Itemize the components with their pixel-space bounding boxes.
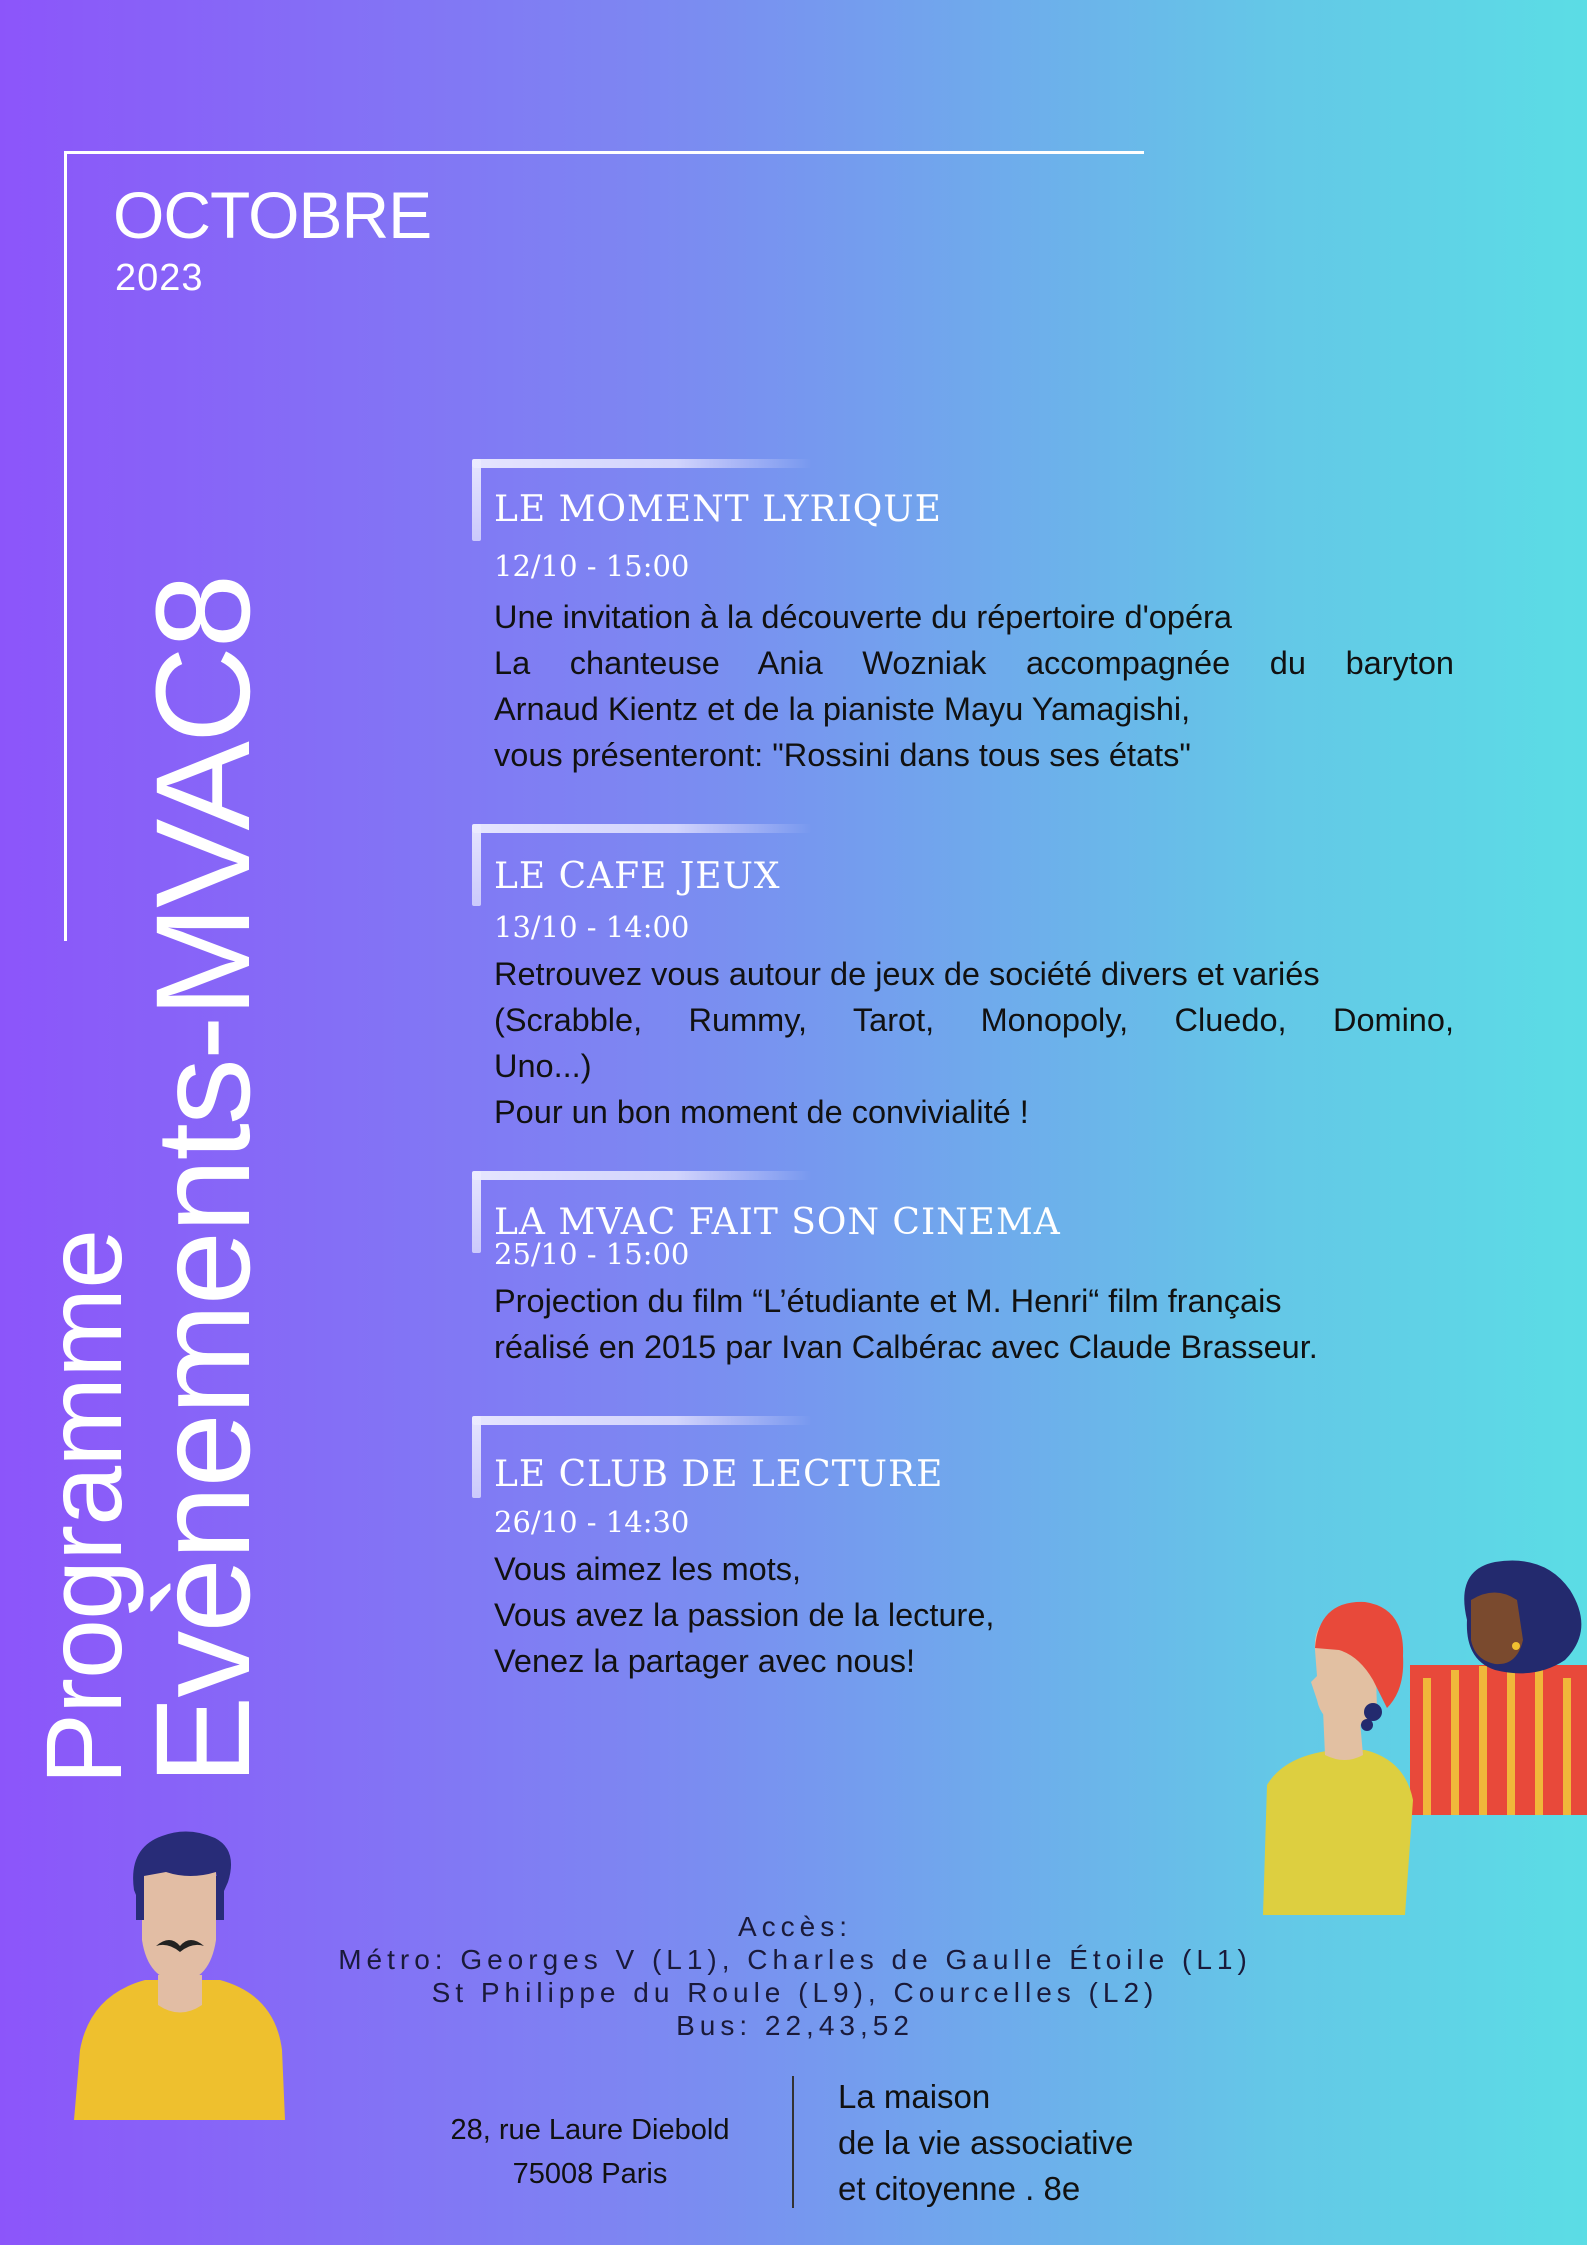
address-street: 28, rue Laure Diebold <box>450 2114 730 2146</box>
year-label: 2023 <box>115 257 204 299</box>
event-title: LE CLUB DE LECTURE <box>494 1454 944 1495</box>
event-description <box>494 951 1454 1135</box>
description-line: Pour un bon moment de convivialité ! <box>494 1094 1029 1130</box>
organization-name <box>838 2074 1133 2212</box>
access-line: Bus: 22,43,52 <box>676 2010 914 2041</box>
vertical-title <box>23 485 288 1785</box>
address-city: 75008 Paris <box>512 2158 668 2190</box>
month-heading: OCTOBRE <box>113 178 432 252</box>
description-line: (Scrabble, Rummy, Tarot, Monopoly, Cluedo, Domino, <box>494 1002 1454 1038</box>
access-line: Métro: Georges V (L1), Charles de Gaulle Étoile (L1) <box>338 1944 1252 1975</box>
description-line: La chanteuse Ania Wozniak accompagnée du baryton <box>494 645 1454 681</box>
description-line: Projection du film “L’étudiante et M. Henri“ film français <box>494 1283 1282 1319</box>
access-info <box>300 1910 1290 2042</box>
description-line: Vous aimez les mots, <box>494 1551 802 1587</box>
event-datetime: 13/10 - 14:00 <box>494 910 690 944</box>
description-line: Vous avez la passion de la lecture, <box>494 1597 995 1633</box>
address-block <box>400 2108 780 2196</box>
description-line: Arnaud Kientz et de la pianiste Mayu Yamagishi, <box>494 691 1191 727</box>
description-line: réalisé en 2015 par Ivan Calbérac avec Claude Brasseur. <box>494 1329 1318 1365</box>
event-datetime: 26/10 - 14:30 <box>494 1505 690 1539</box>
title-programme: Programme <box>23 1229 144 1785</box>
access-heading: Accès: <box>737 1911 853 1942</box>
event-datetime: 25/10 - 15:00 <box>494 1237 690 1271</box>
event-description <box>494 1278 1454 1370</box>
description-line: Uno...) <box>494 1048 592 1084</box>
organization-line: et citoyenne . 8e <box>838 2170 1081 2207</box>
brush-accent <box>472 459 812 468</box>
footer-divider <box>792 2076 794 2208</box>
event-description <box>494 594 1454 778</box>
description-line: Venez la partager avec nous! <box>494 1643 915 1679</box>
brush-accent <box>472 459 481 541</box>
man-with-mustache-illustration <box>70 1830 290 2120</box>
description-line: Une invitation à la découverte du répertoire d'opéra <box>494 599 1232 635</box>
description-line: vous présenteront: "Rossini dans tous ses états" <box>494 737 1191 773</box>
description-line: Retrouvez vous autour de jeux de société divers et variés <box>494 956 1320 992</box>
event-datetime: 12/10 - 15:00 <box>494 549 690 583</box>
brush-accent <box>472 1171 481 1253</box>
two-women-illustration <box>1255 1560 1587 1915</box>
brush-accent <box>472 824 812 833</box>
event-title: LE CAFE JEUX <box>494 856 781 897</box>
organization-line: La maison <box>838 2078 991 2115</box>
organization-line: de la vie associative <box>838 2124 1134 2161</box>
access-line: St Philippe du Roule (L9), Courcelles (L2) <box>431 1977 1159 2008</box>
frame-line-top <box>64 151 1144 154</box>
brush-accent <box>472 1416 481 1498</box>
brush-accent <box>472 1171 812 1180</box>
brush-accent <box>472 1416 812 1425</box>
event-title: LE MOMENT LYRIQUE <box>494 489 942 530</box>
brush-accent <box>472 824 481 906</box>
title-evenements: Evènements-MVAC8 <box>129 575 278 1785</box>
event-title: LA MVAC FAIT SON CINEMA <box>494 1202 1061 1243</box>
